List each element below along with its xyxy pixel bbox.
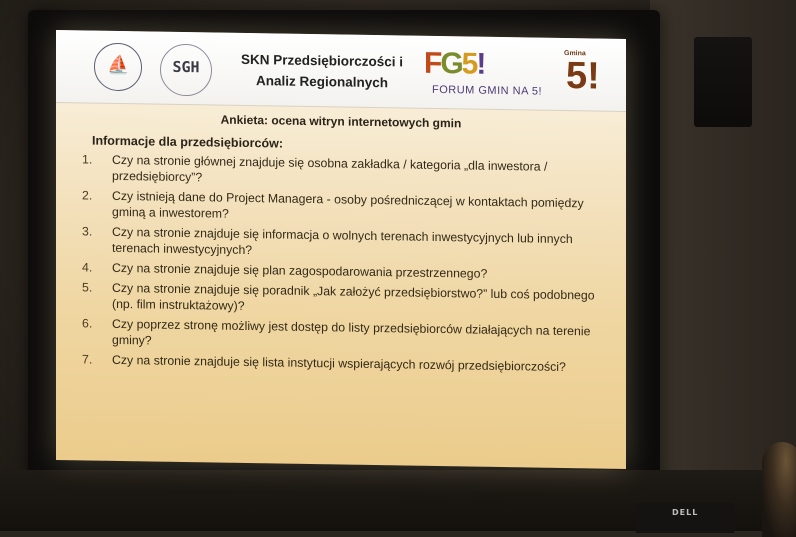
audience-member bbox=[762, 442, 796, 537]
question-text: Czy na stronie znajduje się lista instytucji wspierających rozwój przedsiębiorczości? bbox=[112, 352, 566, 375]
question-text: Czy na stronie głównej znajduje się osobna zakładka / kategoria „dla inwestora / przedsiębiorcy”? bbox=[112, 152, 548, 185]
question-text: Czy na stronie znajduje się informacja o wolnych terenach inwestycyjnych lub innych terenach inwestycyjnych? bbox=[112, 224, 573, 258]
question-number: 4. bbox=[82, 260, 93, 275]
monitor-brand-label: DELL bbox=[672, 508, 699, 517]
question-text: Czy poprzez stronę możliwy jest dostęp do listy przedsiębiorców działających na terenie gminy? bbox=[112, 316, 591, 348]
organization-title bbox=[222, 49, 422, 94]
organization-title-line1: SKN Przedsiębiorczości i bbox=[240, 51, 404, 70]
forum-logo-letter: F bbox=[424, 46, 441, 81]
wall-speaker bbox=[694, 37, 752, 127]
question-list bbox=[82, 151, 612, 379]
question-item bbox=[82, 315, 612, 355]
question-number: 2. bbox=[82, 188, 93, 203]
forum-logo-mark bbox=[424, 46, 546, 84]
forum-logo-letter: 5 bbox=[461, 47, 477, 81]
presentation-slide bbox=[56, 30, 626, 469]
question-item bbox=[82, 187, 612, 227]
gmina-5-number: 5! bbox=[566, 55, 600, 98]
section-title: Informacje dla przedsiębiorców: bbox=[92, 133, 284, 151]
gmina-5-logo bbox=[562, 50, 616, 99]
question-item bbox=[82, 351, 612, 375]
university-seal-logo bbox=[94, 43, 142, 92]
question-number: 3. bbox=[82, 224, 93, 239]
question-text: Czy na stronie znajduje się plan zagospodarowania przestrzennego? bbox=[112, 260, 488, 281]
forum-gmin-logo bbox=[422, 46, 552, 104]
question-number: 6. bbox=[82, 316, 93, 331]
question-number: 7. bbox=[82, 352, 93, 367]
forum-logo-letter: G bbox=[440, 47, 462, 81]
question-item bbox=[82, 223, 612, 263]
question-number: 5. bbox=[82, 280, 93, 295]
slide-header bbox=[56, 30, 626, 112]
forum-logo-subtitle: FORUM GMIN NA 5! bbox=[431, 83, 543, 98]
slide-title: Ankieta: ocena witryn internetowych gmin bbox=[220, 112, 462, 131]
question-text: Czy istnieją dane do Project Managera - osoby pośredniczącej w kontaktach pomiędzy gminą a inwestorem? bbox=[112, 188, 584, 221]
ship-icon: ⛵ bbox=[107, 54, 130, 77]
forum-logo-letter: ! bbox=[476, 47, 485, 81]
question-item bbox=[82, 151, 612, 191]
gmina-5-label: Gmina bbox=[564, 49, 586, 58]
sgh-club-logo bbox=[160, 44, 212, 97]
question-text: Czy na stronie znajduje się poradnik „Jak założyć przedsiębiorstwo?” lub coś podobnego (np. film instruktażowy)? bbox=[112, 280, 595, 313]
question-item bbox=[82, 279, 612, 319]
organization-title-line2: Analiz Regionalnych bbox=[255, 73, 389, 91]
question-number: 1. bbox=[82, 152, 93, 167]
sgh-logo-text: SGH bbox=[172, 57, 200, 77]
